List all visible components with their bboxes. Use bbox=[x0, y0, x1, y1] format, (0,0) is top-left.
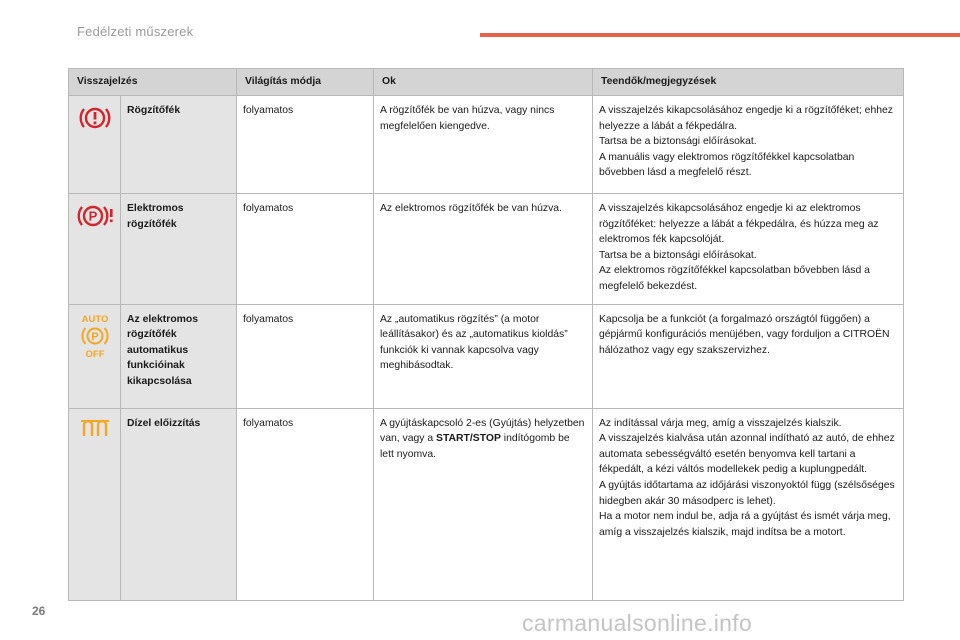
start-stop-label: START/STOP bbox=[436, 433, 501, 445]
icon-cell bbox=[69, 304, 121, 408]
cause-text-end: indítógomb be lett nyomva. bbox=[380, 433, 570, 460]
cause-text: A rögzítőfék be van húzva, vagy nincs megfelelően kiengedve. bbox=[374, 96, 593, 194]
icon-cell bbox=[69, 194, 121, 305]
column-header-cause: Ok bbox=[374, 69, 593, 96]
indicator-name: Rögzítőfék bbox=[121, 96, 237, 194]
column-header-mode: Világítás módja bbox=[237, 69, 374, 96]
table-row bbox=[69, 304, 904, 408]
table-row bbox=[69, 194, 904, 305]
section-title: Fedélzeti műszerek bbox=[77, 24, 194, 39]
parking-brake-warning-icon bbox=[78, 103, 112, 133]
cause-text bbox=[374, 408, 593, 600]
table-header-row bbox=[69, 69, 904, 96]
diesel-preheating-icon bbox=[80, 416, 110, 440]
off-label: OFF bbox=[85, 348, 104, 360]
column-header-action: Teendők/megjegyzések bbox=[593, 69, 904, 96]
lighting-mode: folyamatos bbox=[237, 194, 374, 305]
indicator-name: Elektromos rögzítőfék bbox=[121, 194, 237, 305]
p-label: P bbox=[90, 330, 99, 343]
column-header-indicator: Visszajelzés bbox=[69, 69, 237, 96]
cause-text: Az elektromos rögzítőfék be van húzva. bbox=[374, 194, 593, 305]
action-text: A visszajelzés kikapcsolásához engedje ki a rögzítőféket; ehhez helyezze a lábát a fékpedálra. Tartsa be a biztonsági előírásokat. A manuális vagy elektromos rögzítőfékkel kapcsolatban bővebben lásd a megfelelő részt. bbox=[593, 96, 904, 194]
action-text: Kapcsolja be a funkciót (a forgalmazó országtól függően) a gépjármű konfigurációs menüjében, vagy forduljon a CITROËN hálózathoz vagy egy szakszervizhez. bbox=[593, 304, 904, 408]
electric-parking-brake-icon bbox=[75, 201, 115, 231]
indicator-name: Dízel előizzítás bbox=[121, 408, 237, 600]
auto-p-off-icon bbox=[77, 312, 113, 360]
cause-text: Az „automatikus rögzítés” (a motor leállításakor) és az „automatikus kioldás” funkciók ki vannak kapcsolva vagy meghibásodtak. bbox=[374, 304, 593, 408]
icon-cell bbox=[69, 96, 121, 194]
indicator-name: Az elektromos rögzítőfék automatikus funkcióinak kikapcsolása bbox=[121, 304, 237, 408]
header-accent-rule bbox=[480, 33, 960, 37]
cause-text-start: A gyújtáskapcsoló 2-es (Gyújtás) helyzetben van, vagy a bbox=[380, 417, 585, 445]
page-number: 26 bbox=[32, 604, 46, 618]
lighting-mode: folyamatos bbox=[237, 304, 374, 408]
lighting-mode: folyamatos bbox=[237, 408, 374, 600]
table-row bbox=[69, 96, 904, 194]
action-text: Az indítással várja meg, amíg a visszajelzés kialszik. A visszajelzés kialvása után azonnal indítható az autó, de ehhez automata sebességváltó esetén benyomva kell tartani a fékpedált, a kézi váltós modellekek pedig a kuplungpedált. A gyújtás időtartama az időjárási viszonyoktól függ (szélsőséges hidegben akár 30 másodperc is lehet). Ha a motor nem indul be, adja rá a gyújtást és ismét várja meg, amíg a visszajelzés kialszik, majd indítsa be a motort. bbox=[593, 408, 904, 600]
action-text: A visszajelzés kikapcsolásához engedje ki az elektromos rögzítőféket: helyezze a lábát a fékpedálra, és húzza meg az elektromos fék kapcsolóját. Tartsa be a biztonsági előírásokat. Az elektromos rögzítőfékkel kapcsolatban bővebben lásd a megfelelő bekezdést. bbox=[593, 194, 904, 305]
svg-text:P: P bbox=[88, 208, 98, 224]
table-row bbox=[69, 408, 904, 600]
auto-label: AUTO bbox=[81, 313, 108, 325]
indicator-table bbox=[68, 68, 904, 601]
watermark: carmanualsonline.info bbox=[522, 610, 753, 636]
lighting-mode: folyamatos bbox=[237, 96, 374, 194]
icon-cell bbox=[69, 408, 121, 600]
